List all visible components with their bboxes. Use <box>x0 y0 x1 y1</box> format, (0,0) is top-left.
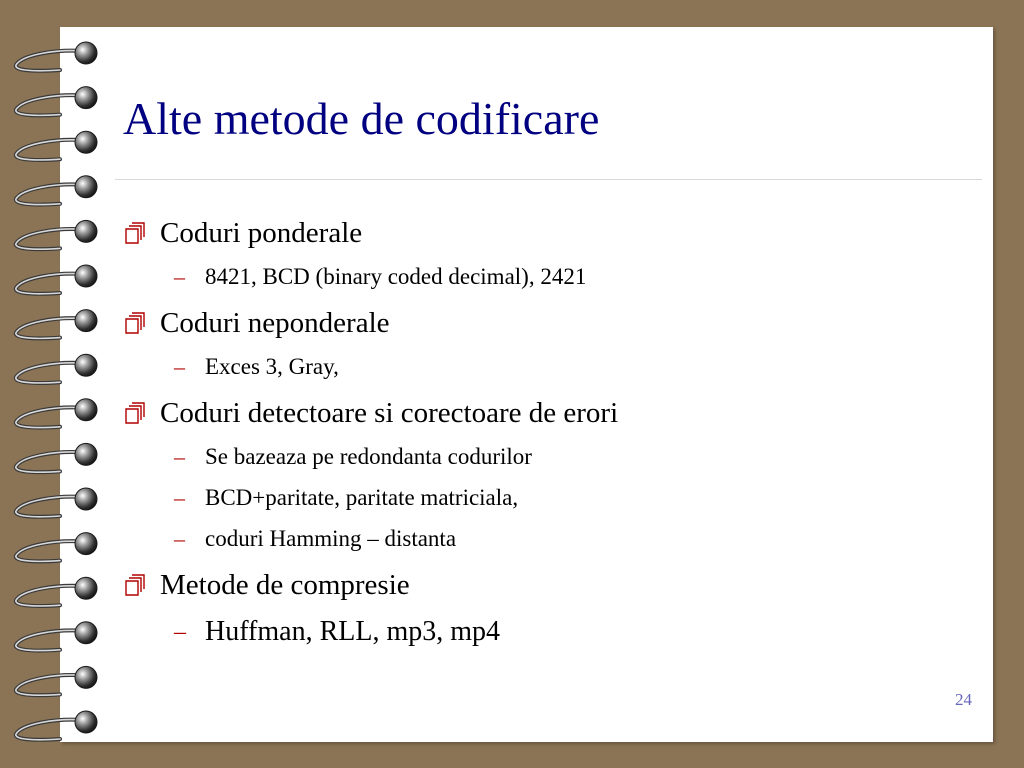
sub-bullet <box>174 616 501 647</box>
dash-bullet: – <box>174 264 185 289</box>
book-pages-icon <box>123 401 147 425</box>
sub-bullet-text: 8421, BCD (binary coded decimal), 2421 <box>205 264 587 289</box>
sub-bullet <box>174 264 586 290</box>
sub-bullet-text: Se bazeaza pe redondanta codurilor <box>205 444 532 469</box>
dash-bullet: – <box>174 444 185 469</box>
page-number: 24 <box>955 690 972 709</box>
section-label: Metode de compresie <box>160 568 410 601</box>
dash-bullet: – <box>174 618 186 645</box>
bullet-metode-de-compresie <box>123 569 410 601</box>
slide-title: Alte metode de codificare <box>123 93 600 144</box>
sub-bullet <box>174 444 532 470</box>
dash-bullet: – <box>174 526 185 551</box>
sub-bullet-text: BCD+paritate, paritate matriciala, <box>205 485 519 510</box>
sub-bullet-text: Exces 3, Gray, <box>205 354 339 379</box>
sub-bullet <box>174 354 339 380</box>
title-divider <box>115 179 982 180</box>
section-label: Coduri ponderale <box>160 216 363 249</box>
sub-bullet-text: coduri Hamming – distanta <box>205 526 457 551</box>
bullet-coduri-ponderale <box>123 217 362 249</box>
sub-bullet <box>174 485 518 511</box>
sub-bullet-text: Huffman, RLL, mp3, mp4 <box>205 616 501 647</box>
dash-bullet: – <box>174 354 185 379</box>
sub-bullet <box>174 526 456 552</box>
book-pages-icon <box>123 221 147 245</box>
dash-bullet: – <box>174 485 185 510</box>
section-label: Coduri neponderale <box>160 306 390 339</box>
book-pages-icon <box>123 573 147 597</box>
bullet-coduri-neponderale <box>123 307 390 339</box>
book-pages-icon <box>123 311 147 335</box>
bullet-coduri-detectoare <box>123 397 618 429</box>
section-label: Coduri detectoare si corectoare de erori <box>160 396 619 429</box>
